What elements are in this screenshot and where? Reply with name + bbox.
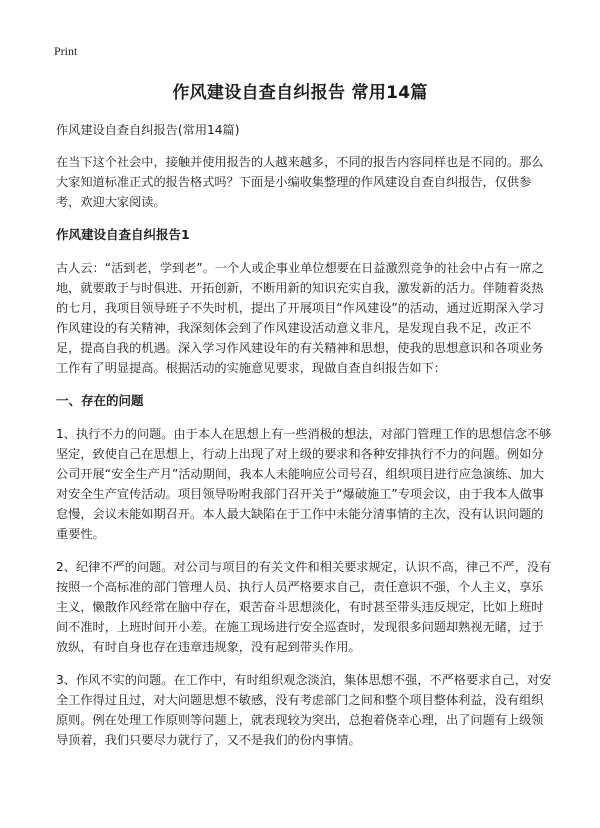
report1-heading: 作风建设自查自纠报告1 — [56, 227, 190, 242]
intro-paragraph: 在当下这个社会中，接触并使用报告的人越来越多，不同的报告内容同样也是不同的。那么大家知道标准正式的报告格式吗？下面是小编收集整理的作风建设自查自纠报告，仅供参考，欢迎大家阅读。 — [56, 155, 544, 209]
report1-intro-paragraph: 古人云：“活到老，学到老”。一个人或企事业单位想要在日益激烈竞争的社会中占有一席之地，就要敢于与时俱进、开拓创新，不断用新的知识充实自我，激发新的活力。伴随着炎热的七月，我项目领导班子不失时机，提出了开展项目“作风建设”的活动，通过近期深入学习作风建设的有关精神，我深刻体会到了作风建设活动意义非凡，是发现自我不足，改正不足，提高自我的机遇。深入学习作风建设年的有关精神和思想，使我的思想意识和各项业务工作有了明显提高。根据活动的实施意见要求，现做自查自纠报告如下： — [56, 261, 544, 375]
document-subtitle: 作风建设自查自纠报告(常用14篇) — [56, 123, 240, 137]
issue3-paragraph: 3、作风不实的问题。在工作中，有时组织观念淡泊，集体思想不强，不严格要求自己，对安全工作得过且过，对大问题思想不敏感，没有考虑部门之间和整个项目整体利益，没有组织原则。例在处理工作原则等问题上，就表现较为突出，总抱着侥幸心理，出了问题有上级领导顶着，我们只要尽力就行了，又不是我们的份内事情。 — [56, 673, 552, 747]
print-link[interactable]: Print — [54, 44, 78, 58]
document-title: 作风建设自查自纠报告 常用14篇 — [172, 83, 428, 103]
issue2-paragraph: 2、纪律不严的问题。对公司与项目的有关文件和相关要求规定，认识不高，律己不严，没有按照一个高标准的部门管理人员、执行人员严格要求自己，责任意识不强，个人主义，享乐主义，懒散作风经常在脑中存在，艰苦奋斗思想淡化，有时甚至带头违反规定，比如上班时间不准时，上班时间开小差。在施工现场进行安全巡查时，发现很多问题却熟视无睹，过于放纵，有时自身也存在违章违规象，没有起到带头作用。 — [56, 560, 552, 654]
issue1-paragraph: 1、执行不力的问题。由于本人在思想上有一些消极的想法，对部门管理工作的思想信念不够坚定，致使自己在思想上，行动上出现了对上级的要求和各种安排执行不力的问题。例如分公司开展“安全生产月”活动期间，我本人未能响应公司号召，组织项目进行应急演练、加大对安全生产宣传活动。项目领导吩咐我部门召开关于“爆破施工”专项会议，由于我本人做事怠慢，会议未能如期召开。本人最大缺陷在于工作中未能分清事情的主次，没有认识问题的重要性。 — [56, 427, 552, 541]
document-body — [56, 120, 552, 763]
section1-heading: 一、存在的问题 — [56, 393, 144, 408]
